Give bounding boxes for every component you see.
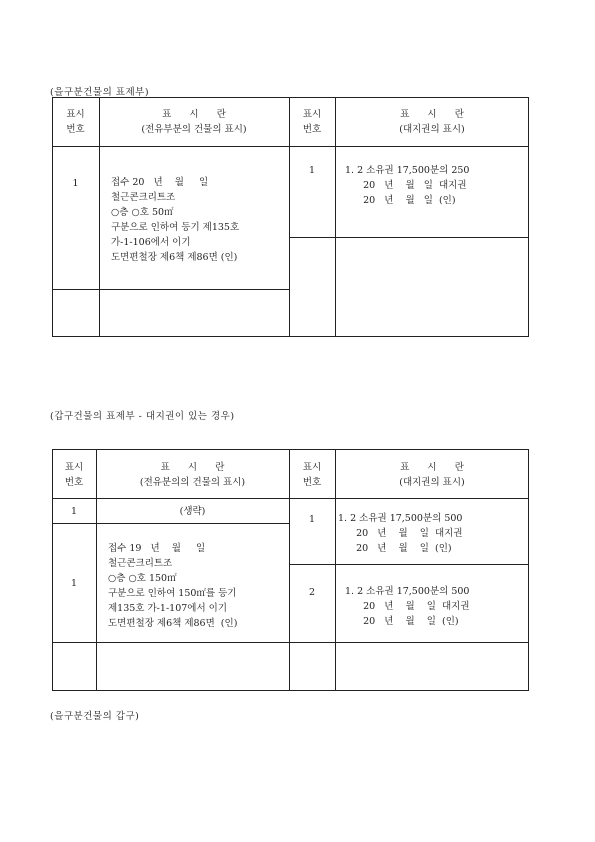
header-title-right: 표 시 란 (대지권의 표시) [399,462,465,488]
header-no-right: 표시 번호 [302,462,322,488]
entry-number: 1 [308,165,316,176]
header-no-left: 표시 번호 [64,462,84,488]
section1-caption: (을구분건물의 표제부) [50,87,150,98]
divider [52,498,529,499]
land-right-description: 1. 2 소유권 17,500분의 500 20 년 월 일 대지권 20 년 월 일 (인) [338,513,463,554]
entry-number: 2 [308,587,316,598]
omitted-note: (생략) [179,506,206,517]
section3-caption: (을구분건물의 갑구) [50,711,140,722]
entry-number: 1 [70,506,78,517]
building-description: 접수 20 년 월 일 철근콘크리트조 ○층 ○호 50㎡ 구분으로 인하여 등기 제135호 가-1-106에서 이기 도면편철장 제6책 제86면 (인) [111,177,240,263]
divider [289,564,529,565]
divider [52,523,290,524]
header-title-left: 표 시 란 (전유분의의 건물의 표시) [139,462,246,488]
header-no-right: 표시 번호 [302,109,322,135]
land-right-description: 1. 2 소유권 17,500분의 500 20 년 월 일 대지권 20 년 월 일 (인) [345,586,470,627]
entry-number: 1 [308,514,316,525]
land-right-description: 1. 2 소유권 17,500분의 250 20 년 월 일 대지권 20 년 월 일 (인) [345,165,470,206]
building-description: 접수 19 년 월 일 철근콘크리트조 ○층 ○호 150㎡ 구분으로 인하여 150㎡를 등기 제135호 가-1-107에서 이기 도면편철장 제6책 제86면 (인) [108,543,238,629]
header-title-left: 표 시 란 (전유부분의 건물의 표시) [141,109,247,135]
entry-number: 1 [72,178,79,189]
divider [289,237,529,238]
entry-number: 1 [70,578,78,589]
header-no-left: 표시 번호 [66,109,85,135]
divider [52,642,529,643]
divider [52,146,529,147]
section2-caption: (갑구건물의 표제부 - 대지권이 있는 경우) [50,411,235,422]
divider [52,289,290,290]
header-title-right: 표 시 란 (대지권의 표시) [399,109,465,135]
